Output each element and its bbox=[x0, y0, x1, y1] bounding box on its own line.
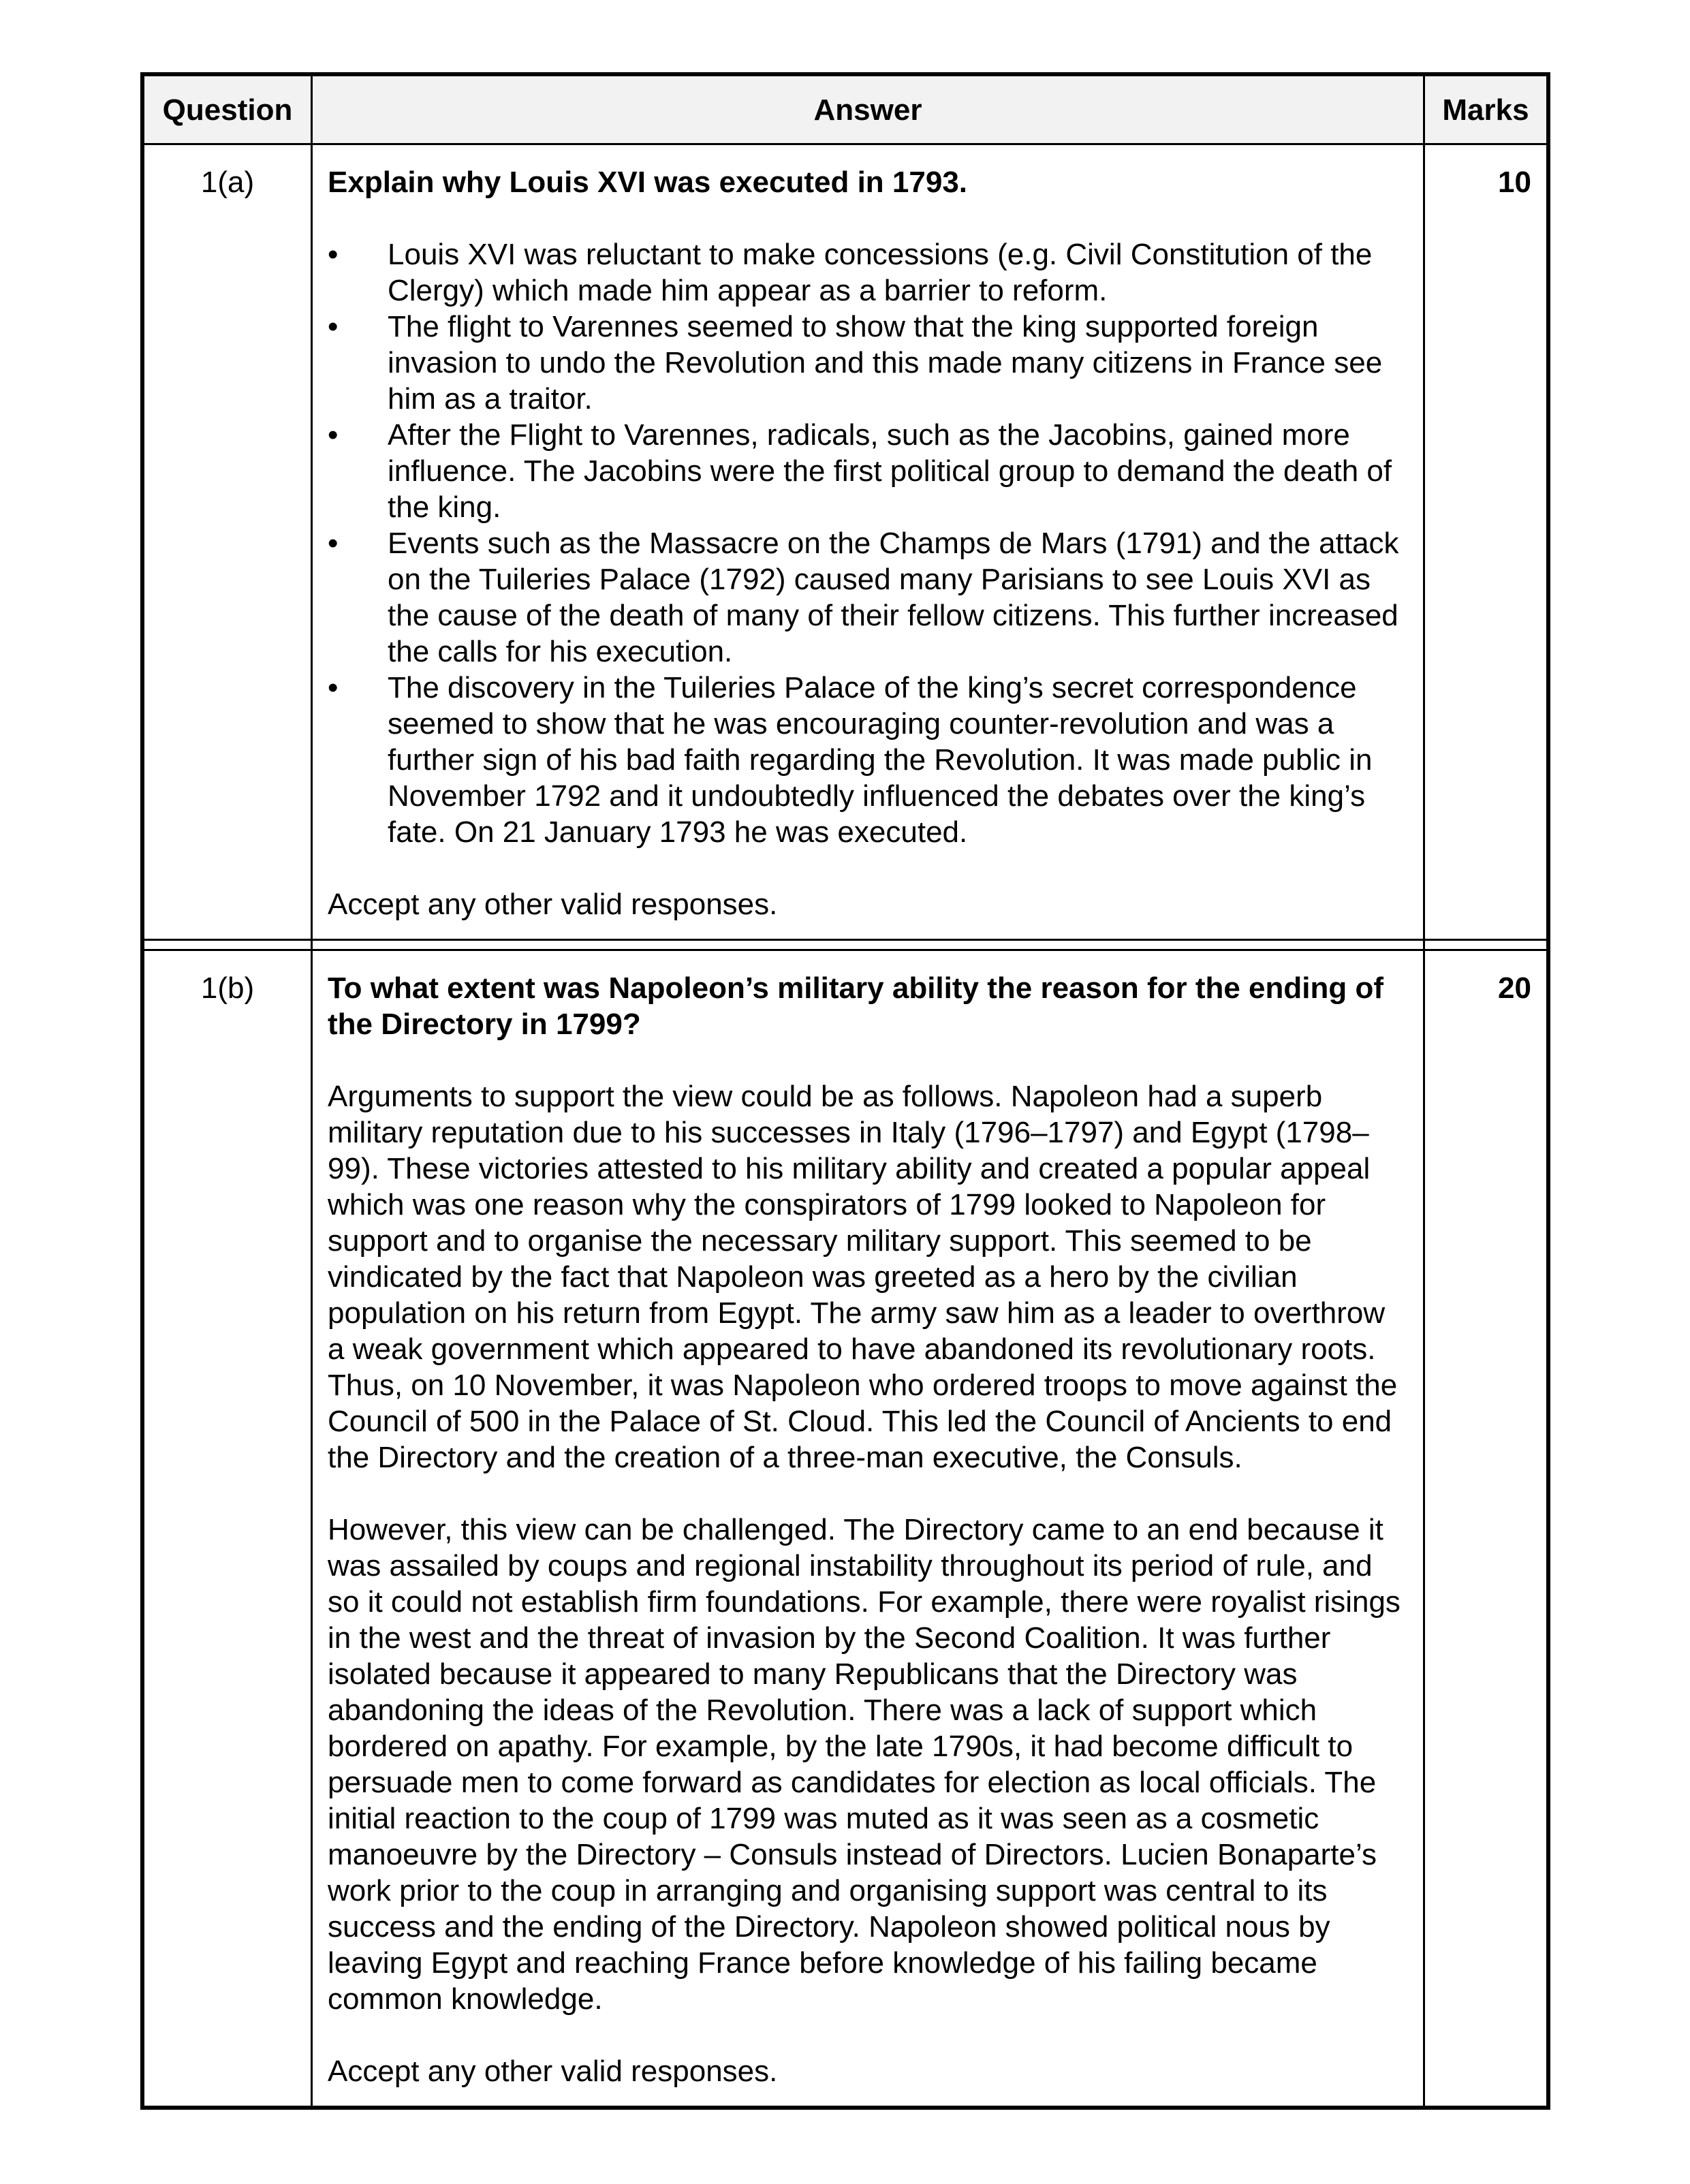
header-marks: Marks bbox=[1424, 76, 1548, 144]
header-question: Question bbox=[144, 76, 312, 144]
header-answer: Answer bbox=[312, 76, 1424, 144]
table-row-1a bbox=[144, 144, 1548, 940]
divider-cell bbox=[312, 940, 1424, 950]
divider-cell bbox=[144, 940, 312, 950]
row-divider bbox=[144, 940, 1548, 950]
answer-paragraph: However, this view can be challenged. The Directory came to an end because it was assailed by coups and regional instability throughout its period of rule, and so it could not establish firm foundations. For example, there were royalist risings in the west and the threat of invasion by the Second Coalition. It was further isolated because it appeared to many Republicans that the Directory was abandoning the ideas of the Revolution. There was a lack of support which bordered on apathy. For example, by the late 1790s, it had become difficult to persuade men to come forward as candidates for election as local officials. The initial reaction to the coup of 1799 was muted as it was seen as a cosmetic manoeuvre by the Directory – Consuls instead of Directors. Lucien Bonaparte’s work prior to the coup in arranging and organising support was central to its success and the ending of the Directory. Napoleon showed political nous by leaving Egypt and reaching France before knowledge of his failing became common knowledge. bbox=[328, 1513, 1400, 2016]
divider-cell bbox=[1424, 940, 1548, 950]
answer-bullet: • The discovery in the Tuileries Palace of the king’s secret correspondence seemed to show that he was encouraging counter-revolution and was a further sign of his bad faith regarding the Revolution. It was made public in November 1792 and it undoubtedly influenced the debates over the king’s fate. On 21 January 1793 he was executed. bbox=[328, 670, 1409, 850]
question-number: 1(a) bbox=[144, 144, 312, 940]
mark-scheme-table-container bbox=[140, 72, 1550, 2110]
mark-scheme-table bbox=[142, 74, 1548, 2108]
question-title: To what extent was Napoleon’s military ability the reason for the ending of the Directory in 1799? bbox=[328, 971, 1384, 1041]
answer-bullet: • After the Flight to Varennes, radicals, such as the Jacobins, gained more influence. The Jacobins were the first political group to demand the death of the king. bbox=[328, 417, 1409, 525]
answer-bullet: • Louis XVI was reluctant to make concessions (e.g. Civil Constitution of the Clergy) which made him appear as a barrier to reform. bbox=[328, 236, 1409, 309]
accept-note: Accept any other valid responses. bbox=[328, 888, 778, 921]
answer-cell bbox=[312, 950, 1424, 2107]
answer-bullet: • Events such as the Massacre on the Champs de Mars (1791) and the attack on the Tuileries Palace (1792) caused many Parisians to see Louis XVI as the cause of the death of many of their fellow citizens. This further increased the calls for his execution. bbox=[328, 525, 1409, 670]
answer-bullet: • The flight to Varennes seemed to show that the king supported foreign invasion to undo the Revolution and this made many citizens in France see him as a traitor. bbox=[328, 309, 1409, 417]
marks-value: 10 bbox=[1424, 144, 1548, 940]
answer-bullet-list bbox=[328, 236, 1409, 850]
answer-paragraph: Arguments to support the view could be as follows. Napoleon had a superb military reputation due to his successes in Italy (1796–1797) and Egypt (1798–99). These victories attested to his military ability and created a popular appeal which was one reason why the conspirators of 1799 looked to Napoleon for support and to organise the necessary military support. This seemed to be vindicated by the fact that Napoleon was greeted as a hero by the civilian population on his return from Egypt. The army saw him as a leader to overthrow a weak government which appeared to have abandoned its revolutionary roots. Thus, on 10 November, it was Napoleon who ordered troops to move against the Council of 500 in the Palace of St. Cloud. This led the Council of Ancients to end the Directory and the creation of a three-man executive, the Consuls. bbox=[328, 1080, 1398, 1474]
marks-value: 20 bbox=[1424, 950, 1548, 2107]
question-number: 1(b) bbox=[144, 950, 312, 2107]
table-row-1b bbox=[144, 950, 1548, 2107]
header-row bbox=[144, 76, 1548, 144]
answer-cell bbox=[312, 144, 1424, 940]
accept-note: Accept any other valid responses. bbox=[328, 2055, 778, 2088]
question-title: Explain why Louis XVI was executed in 1793. bbox=[328, 166, 968, 199]
